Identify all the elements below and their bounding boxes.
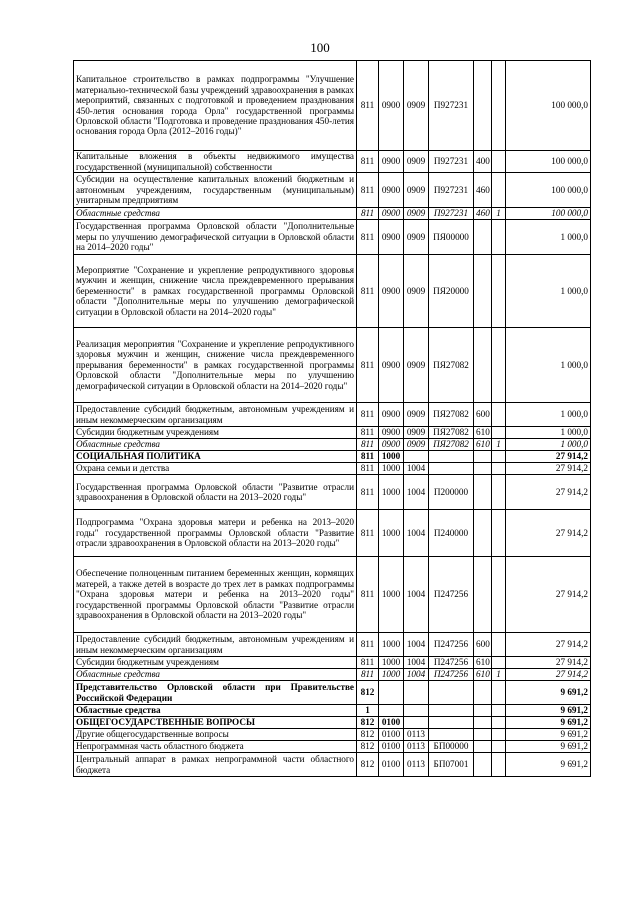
row-target-article-code: [429, 681, 474, 705]
row-administrator-code: 1: [357, 705, 379, 717]
row-expense-type-code: 460: [474, 208, 492, 220]
row-target-article-code: [429, 463, 474, 475]
row-expense-type-code: 610: [474, 669, 492, 681]
row-amount: 27 914,2: [506, 633, 591, 657]
table-row: [74, 403, 591, 427]
row-description: Предоставление субсидий бюджетным, автономным учреждениям и иным некоммерческим организациям: [74, 403, 357, 427]
row-expense-type-code: [474, 681, 492, 705]
row-amount: 1 000,0: [506, 328, 591, 403]
row-source-code: [492, 328, 506, 403]
row-expense-type-code: [474, 328, 492, 403]
row-source-code: [492, 741, 506, 753]
row-subsection-code: 0909: [404, 173, 429, 208]
row-administrator-code: 811: [357, 403, 379, 427]
row-description: Областные средства: [74, 208, 357, 220]
row-expense-type-code: [474, 220, 492, 255]
row-source-code: [492, 255, 506, 328]
row-amount: 9 691,2: [506, 741, 591, 753]
row-target-article-code: П927231: [429, 173, 474, 208]
row-source-code: [492, 681, 506, 705]
budget-table: [73, 60, 591, 777]
row-target-article-code: П240000: [429, 510, 474, 557]
row-section-code: 0900: [379, 403, 404, 427]
row-amount: 1 000,0: [506, 220, 591, 255]
row-source-code: [492, 717, 506, 729]
row-amount: 27 914,2: [506, 463, 591, 475]
row-expense-type-code: [474, 61, 492, 151]
row-target-article-code: П200000: [429, 475, 474, 510]
row-administrator-code: 811: [357, 657, 379, 669]
row-target-article-code: БП07001: [429, 753, 474, 777]
row-subsection-code: [404, 717, 429, 729]
row-administrator-code: 811: [357, 220, 379, 255]
table-row: [74, 681, 591, 705]
row-description: Подпрограмма "Охрана здоровья матери и ребенка на 2013–2020 годы" государственной программы Орловской области "Развитие отрасли здравоохранения в Орловской области на 2013–2020 годы": [74, 510, 357, 557]
table-row: [74, 220, 591, 255]
row-target-article-code: П927231: [429, 151, 474, 173]
row-expense-type-code: [474, 451, 492, 463]
page-number: 100: [310, 40, 330, 55]
row-source-code: 1: [492, 439, 506, 451]
table-row: [74, 510, 591, 557]
row-source-code: [492, 173, 506, 208]
row-administrator-code: 812: [357, 753, 379, 777]
row-expense-type-code: 600: [474, 633, 492, 657]
table-row: [74, 439, 591, 451]
row-administrator-code: 811: [357, 557, 379, 633]
table-row: [74, 633, 591, 657]
row-administrator-code: 811: [357, 151, 379, 173]
row-subsection-code: 0113: [404, 729, 429, 741]
row-source-code: [492, 475, 506, 510]
row-administrator-code: 811: [357, 61, 379, 151]
row-source-code: 1: [492, 208, 506, 220]
row-administrator-code: 811: [357, 633, 379, 657]
row-source-code: [492, 463, 506, 475]
row-section-code: 0900: [379, 255, 404, 328]
row-expense-type-code: 600: [474, 403, 492, 427]
row-section-code: 1000: [379, 557, 404, 633]
row-expense-type-code: 610: [474, 439, 492, 451]
row-description: Областные средства: [74, 705, 357, 717]
row-target-article-code: П927231: [429, 208, 474, 220]
table-row: [74, 208, 591, 220]
row-subsection-code: 0909: [404, 208, 429, 220]
row-subsection-code: 1004: [404, 510, 429, 557]
row-expense-type-code: 400: [474, 151, 492, 173]
row-expense-type-code: [474, 510, 492, 557]
row-amount: 9 691,2: [506, 729, 591, 741]
row-source-code: [492, 557, 506, 633]
table-body: [74, 61, 591, 777]
row-description: Субсидии бюджетным учреждениям: [74, 427, 357, 439]
row-description: СОЦИАЛЬНАЯ ПОЛИТИКА: [74, 451, 357, 463]
row-amount: 27 914,2: [506, 475, 591, 510]
row-source-code: [492, 427, 506, 439]
row-expense-type-code: [474, 463, 492, 475]
row-description: Областные средства: [74, 439, 357, 451]
row-expense-type-code: 610: [474, 657, 492, 669]
table-row: [74, 173, 591, 208]
row-target-article-code: [429, 705, 474, 717]
row-amount: 100 000,0: [506, 208, 591, 220]
row-section-code: 1000: [379, 657, 404, 669]
table-row: [74, 463, 591, 475]
row-expense-type-code: 460: [474, 173, 492, 208]
row-administrator-code: 812: [357, 681, 379, 705]
row-subsection-code: 0909: [404, 61, 429, 151]
row-subsection-code: 0113: [404, 753, 429, 777]
row-administrator-code: 811: [357, 510, 379, 557]
row-administrator-code: 811: [357, 669, 379, 681]
row-description: Обеспечение полноценным питанием беременных женщин, кормящих матерей, а также детей в возрасте до трех лет в рамках подпрограммы "Охрана здоровья матери и ребенка на 2013–2020 годы" государственной программы Орловской области "Развитие отрасли здравоохранения в Орловской области на 2013–2020 годы": [74, 557, 357, 633]
row-target-article-code: П247256: [429, 633, 474, 657]
row-description: Капитальные вложения в объекты недвижимого имущества государственной (муниципальной) собственности: [74, 151, 357, 173]
row-administrator-code: 811: [357, 328, 379, 403]
row-subsection-code: 1004: [404, 669, 429, 681]
row-subsection-code: 0909: [404, 255, 429, 328]
row-section-code: 0900: [379, 173, 404, 208]
row-amount: 27 914,2: [506, 451, 591, 463]
row-source-code: [492, 510, 506, 557]
row-amount: 1 000,0: [506, 439, 591, 451]
row-source-code: [492, 451, 506, 463]
row-section-code: 0900: [379, 220, 404, 255]
row-expense-type-code: [474, 255, 492, 328]
row-expense-type-code: [474, 753, 492, 777]
row-administrator-code: 812: [357, 717, 379, 729]
row-source-code: [492, 633, 506, 657]
row-administrator-code: 812: [357, 741, 379, 753]
row-administrator-code: 811: [357, 439, 379, 451]
row-administrator-code: 811: [357, 208, 379, 220]
row-target-article-code: П247256: [429, 557, 474, 633]
row-section-code: 0900: [379, 328, 404, 403]
row-subsection-code: 0909: [404, 220, 429, 255]
table-row: [74, 475, 591, 510]
row-description: Центральный аппарат в рамках непрограммной части областного бюджета: [74, 753, 357, 777]
row-description: Другие общегосударственные вопросы: [74, 729, 357, 741]
row-source-code: 1: [492, 669, 506, 681]
row-target-article-code: [429, 729, 474, 741]
row-administrator-code: 811: [357, 255, 379, 328]
row-section-code: 0100: [379, 729, 404, 741]
row-target-article-code: ПЯ27082: [429, 427, 474, 439]
row-subsection-code: [404, 451, 429, 463]
row-amount: 100 000,0: [506, 61, 591, 151]
table-row: [74, 705, 591, 717]
row-target-article-code: ПЯ20000: [429, 255, 474, 328]
table-row: [74, 61, 591, 151]
row-section-code: 0900: [379, 61, 404, 151]
row-expense-type-code: [474, 717, 492, 729]
row-section-code: 0100: [379, 717, 404, 729]
row-amount: 27 914,2: [506, 510, 591, 557]
table-row: [74, 557, 591, 633]
row-subsection-code: 0909: [404, 151, 429, 173]
row-description: Субсидии на осуществление капитальных вложений бюджетным и автономным учреждениям, государственным (муниципальным) унитарным предприятиям: [74, 173, 357, 208]
row-description: Непрограммная часть областного бюджета: [74, 741, 357, 753]
row-section-code: 0900: [379, 151, 404, 173]
row-source-code: [492, 705, 506, 717]
row-source-code: [492, 753, 506, 777]
table-row: [74, 741, 591, 753]
table-row: [74, 328, 591, 403]
row-source-code: [492, 61, 506, 151]
row-target-article-code: ПЯ27082: [429, 328, 474, 403]
row-target-article-code: П247256: [429, 669, 474, 681]
row-section-code: 0100: [379, 753, 404, 777]
row-description: ОБЩЕГОСУДАРСТВЕННЫЕ ВОПРОСЫ: [74, 717, 357, 729]
row-subsection-code: 0909: [404, 328, 429, 403]
row-subsection-code: 1004: [404, 657, 429, 669]
row-target-article-code: ПЯ27082: [429, 439, 474, 451]
row-target-article-code: [429, 717, 474, 729]
row-amount: 27 914,2: [506, 669, 591, 681]
row-subsection-code: 1004: [404, 475, 429, 510]
row-section-code: 1000: [379, 475, 404, 510]
table-row: [74, 151, 591, 173]
row-amount: 27 914,2: [506, 557, 591, 633]
row-section-code: 1000: [379, 451, 404, 463]
row-subsection-code: [404, 705, 429, 717]
row-amount: 1 000,0: [506, 427, 591, 439]
row-expense-type-code: [474, 475, 492, 510]
row-amount: 9 691,2: [506, 681, 591, 705]
table-row: [74, 255, 591, 328]
row-target-article-code: ПЯ27082: [429, 403, 474, 427]
row-target-article-code: [429, 451, 474, 463]
row-description: Капитальное строительство в рамках подпрограммы "Улучшение материально-технической базы учреждений здравоохранения в рамках мероприятий, связанных с подготовкой и проведением празднования 450-летия основания города Орла" государственной программы Орловской области "Подготовка и проведение празднования 450-летия основания города Орла (2012–2016 годы)": [74, 61, 357, 151]
row-subsection-code: 1004: [404, 633, 429, 657]
row-section-code: 1000: [379, 633, 404, 657]
row-amount: 9 691,2: [506, 753, 591, 777]
row-expense-type-code: 610: [474, 427, 492, 439]
row-description: Мероприятие "Сохранение и укрепление репродуктивного здоровья мужчин и женщин, снижение числа преждевременного прерывания беременности" в рамках государственной программы Орловской области "Дополнительные меры по улучшению демографической ситуации в Орловской области на 2014–2020 годы": [74, 255, 357, 328]
row-amount: 100 000,0: [506, 151, 591, 173]
table-row: [74, 729, 591, 741]
row-section-code: 1000: [379, 463, 404, 475]
row-amount: 100 000,0: [506, 173, 591, 208]
row-section-code: [379, 705, 404, 717]
row-administrator-code: 812: [357, 729, 379, 741]
row-administrator-code: 811: [357, 463, 379, 475]
table-row: [74, 427, 591, 439]
row-subsection-code: 0909: [404, 403, 429, 427]
row-subsection-code: 0113: [404, 741, 429, 753]
row-administrator-code: 811: [357, 451, 379, 463]
row-administrator-code: 811: [357, 173, 379, 208]
row-description: Государственная программа Орловской области "Развитие отрасли здравоохранения в Орловской области на 2013–2020 годы": [74, 475, 357, 510]
row-subsection-code: 0909: [404, 439, 429, 451]
row-section-code: [379, 681, 404, 705]
row-amount: 27 914,2: [506, 657, 591, 669]
row-expense-type-code: [474, 729, 492, 741]
row-section-code: 1000: [379, 669, 404, 681]
row-description: Областные средства: [74, 669, 357, 681]
row-target-article-code: П247256: [429, 657, 474, 669]
row-description: Субсидии бюджетным учреждениям: [74, 657, 357, 669]
row-expense-type-code: [474, 741, 492, 753]
table-row: [74, 451, 591, 463]
row-description: Государственная программа Орловской области "Дополнительные меры по улучшению демографической ситуации в Орловской области на 2014–2020 годы": [74, 220, 357, 255]
row-source-code: [492, 403, 506, 427]
row-source-code: [492, 151, 506, 173]
row-administrator-code: 811: [357, 475, 379, 510]
row-amount: 9 691,2: [506, 705, 591, 717]
row-administrator-code: 811: [357, 427, 379, 439]
row-subsection-code: 0909: [404, 427, 429, 439]
row-source-code: [492, 729, 506, 741]
row-source-code: [492, 220, 506, 255]
table-row: [74, 657, 591, 669]
row-target-article-code: БП00000: [429, 741, 474, 753]
row-subsection-code: 1004: [404, 463, 429, 475]
row-amount: 9 691,2: [506, 717, 591, 729]
row-source-code: [492, 657, 506, 669]
row-subsection-code: [404, 681, 429, 705]
row-section-code: 0900: [379, 427, 404, 439]
row-subsection-code: 1004: [404, 557, 429, 633]
row-section-code: 0900: [379, 439, 404, 451]
row-target-article-code: П927231: [429, 61, 474, 151]
row-target-article-code: ПЯ00000: [429, 220, 474, 255]
table-row: [74, 717, 591, 729]
row-amount: 1 000,0: [506, 403, 591, 427]
row-section-code: 0900: [379, 208, 404, 220]
row-description: Охрана семьи и детства: [74, 463, 357, 475]
row-amount: 1 000,0: [506, 255, 591, 328]
row-section-code: 0100: [379, 741, 404, 753]
row-expense-type-code: [474, 705, 492, 717]
row-description: Представительство Орловской области при Правительстве Российской Федерации: [74, 681, 357, 705]
table-row: [74, 669, 591, 681]
table-row: [74, 753, 591, 777]
row-expense-type-code: [474, 557, 492, 633]
row-description: Реализация мероприятия "Сохранение и укрепление репродуктивного здоровья мужчин и женщин, снижение числа преждевременного прерывания беременности" в рамках государственной программы Орловской области "Дополнительные меры по улучшению демографической ситуации в Орловской области на 2014–2020 годы": [74, 328, 357, 403]
row-section-code: 1000: [379, 510, 404, 557]
row-description: Предоставление субсидий бюджетным, автономным учреждениям и иным некоммерческим организациям: [74, 633, 357, 657]
